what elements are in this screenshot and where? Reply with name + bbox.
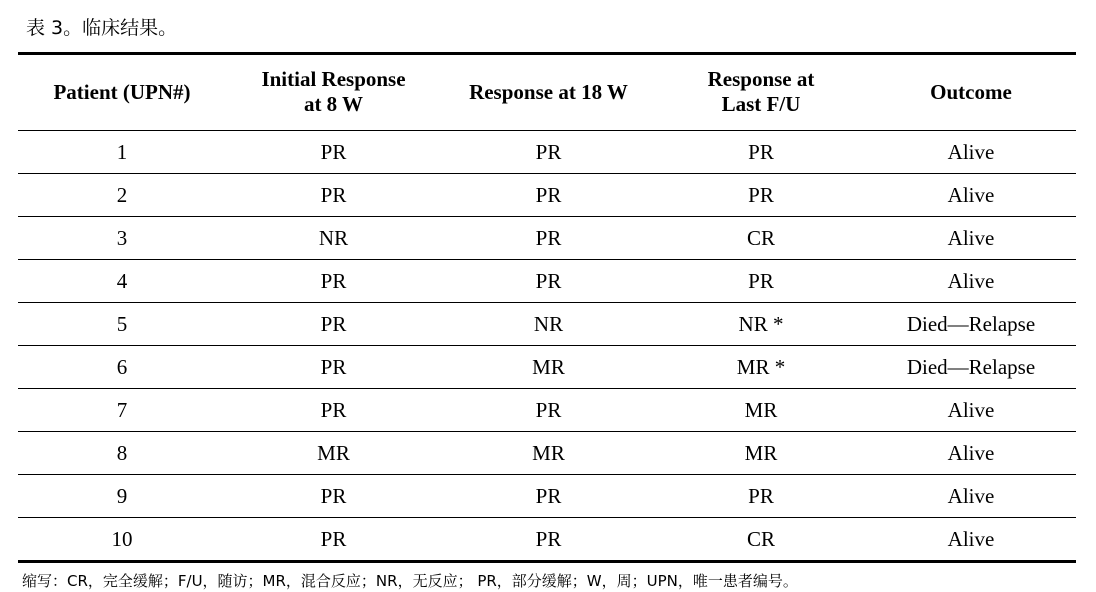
cell-response-18w: NR xyxy=(441,303,656,346)
cell-initial-8w: MR xyxy=(226,432,441,475)
column-header-initial-response-line2: at 8 W xyxy=(303,92,364,116)
cell-last-fu: MR xyxy=(656,389,866,432)
table-row xyxy=(18,389,1076,432)
cell-outcome: Alive xyxy=(866,174,1076,217)
cell-patient: 10 xyxy=(18,518,226,562)
column-header-patient xyxy=(18,54,226,131)
cell-last-fu: PR xyxy=(656,174,866,217)
cell-response-18w: MR xyxy=(441,346,656,389)
column-header-response-18w-line1: Response at 18 W xyxy=(469,79,628,104)
cell-response-18w: PR xyxy=(441,217,656,260)
table-row xyxy=(18,260,1076,303)
table-row xyxy=(18,131,1076,174)
cell-last-fu: PR xyxy=(656,260,866,303)
cell-initial-8w: PR xyxy=(226,389,441,432)
cell-response-18w: PR xyxy=(441,131,656,174)
cell-outcome: Alive xyxy=(866,260,1076,303)
cell-response-18w: PR xyxy=(441,389,656,432)
cell-last-fu: MR xyxy=(656,432,866,475)
table-header-row xyxy=(18,54,1076,131)
table-footnote: 缩写：CR，完全缓解；F/U，随访；MR，混合反应；NR，无反应； PR，部分缓解；W，周；UPN，唯一患者编号。 xyxy=(22,572,798,590)
column-header-response-last-fu-line1: Response at xyxy=(707,67,815,91)
cell-outcome: Alive xyxy=(866,475,1076,518)
cell-initial-8w: PR xyxy=(226,174,441,217)
cell-initial-8w: PR xyxy=(226,475,441,518)
cell-response-18w: PR xyxy=(441,260,656,303)
cell-initial-8w: NR xyxy=(226,217,441,260)
cell-patient: 6 xyxy=(18,346,226,389)
table-row xyxy=(18,217,1076,260)
cell-patient: 9 xyxy=(18,475,226,518)
cell-last-fu: NR * xyxy=(656,303,866,346)
cell-patient: 8 xyxy=(18,432,226,475)
cell-last-fu: MR * xyxy=(656,346,866,389)
cell-response-18w: PR xyxy=(441,174,656,217)
cell-outcome: Died—Relapse xyxy=(866,346,1076,389)
table-body xyxy=(18,131,1076,562)
table-caption: 表 3。临床结果。 xyxy=(26,17,178,39)
cell-initial-8w: PR xyxy=(226,131,441,174)
table-row xyxy=(18,475,1076,518)
cell-initial-8w: PR xyxy=(226,346,441,389)
cell-outcome: Alive xyxy=(866,518,1076,562)
table-row xyxy=(18,303,1076,346)
column-header-response-last-fu-line2: Last F/U xyxy=(721,92,801,116)
cell-initial-8w: PR xyxy=(226,260,441,303)
cell-outcome: Alive xyxy=(866,217,1076,260)
table-row xyxy=(18,346,1076,389)
cell-response-18w: PR xyxy=(441,475,656,518)
column-header-initial-response-line1: Initial Response xyxy=(261,67,406,91)
cell-patient: 3 xyxy=(18,217,226,260)
cell-outcome: Alive xyxy=(866,131,1076,174)
cell-outcome: Died—Relapse xyxy=(866,303,1076,346)
cell-outcome: Alive xyxy=(866,432,1076,475)
clinical-results-table xyxy=(18,52,1076,563)
cell-last-fu: CR xyxy=(656,518,866,562)
column-header-initial-response xyxy=(226,54,441,131)
cell-patient: 7 xyxy=(18,389,226,432)
cell-response-18w: PR xyxy=(441,518,656,562)
cell-initial-8w: PR xyxy=(226,518,441,562)
column-header-response-last-fu xyxy=(656,54,866,131)
table-row xyxy=(18,174,1076,217)
column-header-response-18w xyxy=(441,54,656,131)
cell-patient: 2 xyxy=(18,174,226,217)
column-header-patient-line1: Patient (UPN#) xyxy=(53,79,191,104)
cell-patient: 4 xyxy=(18,260,226,303)
column-header-outcome-line1: Outcome xyxy=(930,79,1012,104)
cell-patient: 5 xyxy=(18,303,226,346)
table-header xyxy=(18,54,1076,131)
cell-last-fu: PR xyxy=(656,475,866,518)
table-row xyxy=(18,518,1076,562)
cell-last-fu: CR xyxy=(656,217,866,260)
cell-patient: 1 xyxy=(18,131,226,174)
table-row xyxy=(18,432,1076,475)
cell-outcome: Alive xyxy=(866,389,1076,432)
cell-response-18w: MR xyxy=(441,432,656,475)
column-header-outcome xyxy=(866,54,1076,131)
cell-last-fu: PR xyxy=(656,131,866,174)
cell-initial-8w: PR xyxy=(226,303,441,346)
